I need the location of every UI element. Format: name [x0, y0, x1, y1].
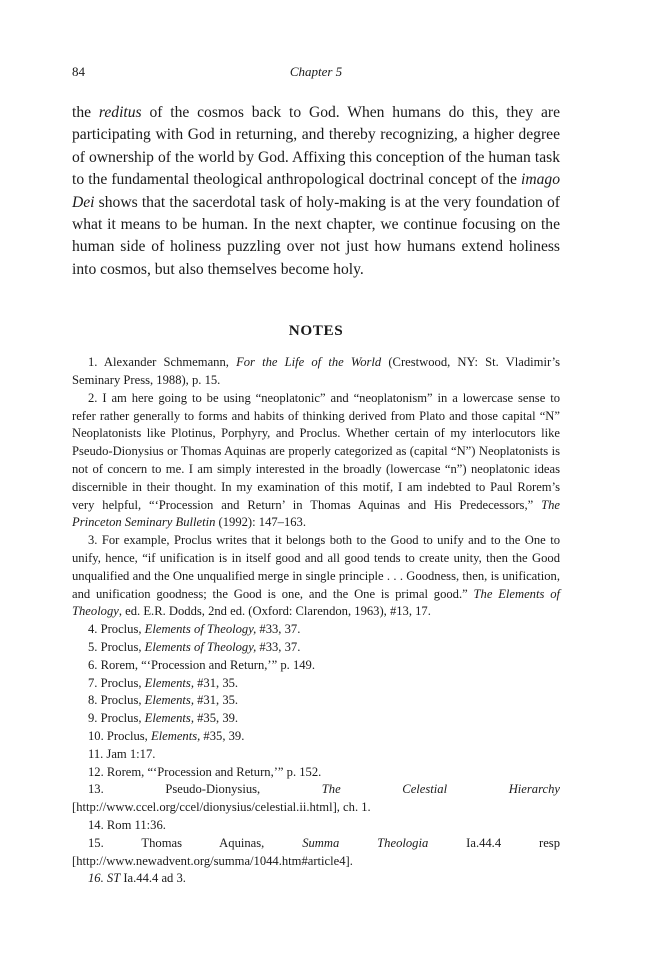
- text-run: 12. Rorem, “‘Procession and Return,’” p. 152.: [88, 764, 322, 779]
- italic-text: Elements,: [144, 675, 194, 690]
- note-10: [72, 728, 560, 746]
- page-header: [72, 64, 560, 86]
- text-run: 11. Jam 1:17.: [88, 746, 156, 761]
- text-run: [http://www.ccel.org/ccel/dionysius/celestial.ii.html], ch. 1.: [72, 800, 371, 815]
- italic-text: Elements,: [144, 693, 194, 708]
- text-run: , ed. E.R. Dodds, 2nd ed. (Oxford: Clarendon, 1963), #13, 17.: [118, 604, 431, 619]
- note-11: [72, 746, 560, 764]
- note-8: [72, 692, 560, 710]
- text-run: #33, 37.: [256, 640, 301, 654]
- text-run: #31, 35.: [193, 675, 239, 690]
- text-run: (Crestwood, NY: St. Vladimir’s Seminary Press, 1988), p. 15.: [72, 355, 561, 388]
- text-run: 2. I am here going to be using “neoplatonic” and “neoplatonism” in a lowercase sense to refer rather generally to forms and habits of thinking derived from Plato and those capital “N” Neoplatonists like Plotinus, Porphyry, and Proclus. Whether certain of my interlocutors like Pseudo-Dionysius or Thomas Aquinas are properly categorized as (capital “N”) Neoplatonists is not of concern to me. I am simply interested in the broadly (lowercase “n”) neoplatonic ideas discernible in their thought. In my examination of this motif, I am indebted to Paul Rorem’s very helpful, “‘Procession and Return’ in Thomas Aquinas and His Predecessors,”: [72, 390, 560, 512]
- text-run: shows that the sacerdotal task of holy-making is at the very foundation of what it means to be human. In the next chapter, we continue focusing on the human side of holiness puzzling over not just how humans extend holiness into cosmos, but also themselves become holy.: [72, 193, 560, 278]
- text-run: of the cosmos back to God. When humans do this, they are participating with God in returning, and thereby recognizing, a higher degree of ownership of the world by God. Affixing this conception of the human task to the fundamental theological anthropological doctrinal concept of the: [72, 104, 560, 189]
- page-number: 84: [72, 64, 85, 79]
- text-run: 1. Alexander Schmemann,: [88, 355, 237, 370]
- body-text: [72, 102, 560, 281]
- italic-text: 16. ST: [88, 871, 121, 886]
- text-run: 14. Rom 11:36.: [88, 817, 166, 832]
- italic-text: Elements of Theology,: [144, 640, 257, 654]
- italic-text: imago Dei: [72, 171, 560, 211]
- text-run: the: [72, 104, 99, 121]
- text-run: 15. Thomas Aquinas,: [88, 835, 303, 850]
- body-paragraph: [72, 102, 560, 281]
- note-9: [72, 710, 560, 728]
- text-run: 7. Proclus,: [88, 675, 145, 690]
- note-16: [72, 870, 560, 888]
- note-7: [72, 675, 560, 693]
- italic-text: Elements of Theology,: [144, 622, 257, 637]
- note-12: [72, 764, 560, 782]
- text-run: #35, 39.: [193, 711, 239, 726]
- text-run: Ia.44.4 resp [http://www.newadvent.org/summa/1044.htm#article4].: [72, 835, 561, 868]
- note-1: [72, 354, 560, 390]
- text-run: 6. Rorem, “‘Procession and Return,’” p. 149.: [88, 657, 315, 672]
- italic-text: Elements,: [150, 728, 201, 743]
- notes-heading: NOTES: [288, 322, 344, 340]
- note-13: [72, 781, 560, 817]
- text-run: (1992): 147–163.: [215, 515, 307, 530]
- text-run: 3. For example, Proclus writes that it belongs both to the Good to unify and to the One to unify, hence, “if unification is in itself good and all good tends to create unity, then the Good unqualified and the One unqualified merge in single principle . . . Goodness, then, is unification, and unification goodness; the Good is one, and the One is primal good.”: [72, 533, 560, 601]
- text-run: 13. Pseudo-Dionysius,: [88, 782, 322, 797]
- text-run: 10. Proclus,: [88, 728, 151, 743]
- text-run: #33, 37.: [256, 622, 301, 637]
- text-run: 8. Proclus,: [88, 693, 145, 708]
- note-15: [72, 835, 560, 871]
- note-6: [72, 657, 560, 675]
- italic-text: Summa Theologia: [302, 835, 429, 850]
- text-run: 5. Proclus,: [88, 640, 145, 654]
- notes-list: [72, 354, 560, 888]
- italic-text: reditus: [98, 104, 142, 121]
- italic-text: Elements,: [144, 711, 194, 726]
- running-title: Chapter 5: [289, 64, 343, 79]
- italic-text: The Princeton Seminary Bulletin: [72, 497, 560, 530]
- text-run: #31, 35.: [193, 693, 239, 708]
- note-3: [72, 532, 560, 621]
- note-2: [72, 390, 560, 532]
- text-run: Ia.44.4 ad 3.: [120, 871, 186, 886]
- italic-text: The Elements of Theology: [72, 586, 560, 619]
- note-14: [72, 817, 560, 835]
- italic-text: The Celestial Hierarchy: [321, 782, 560, 797]
- note-5: [72, 639, 560, 657]
- book-page: [72, 64, 560, 888]
- text-run: #35, 39.: [200, 728, 245, 743]
- text-run: 4. Proclus,: [88, 622, 145, 637]
- text-run: 9. Proclus,: [88, 711, 145, 726]
- italic-text: For the Life of the World: [236, 355, 382, 370]
- note-4: [72, 621, 560, 639]
